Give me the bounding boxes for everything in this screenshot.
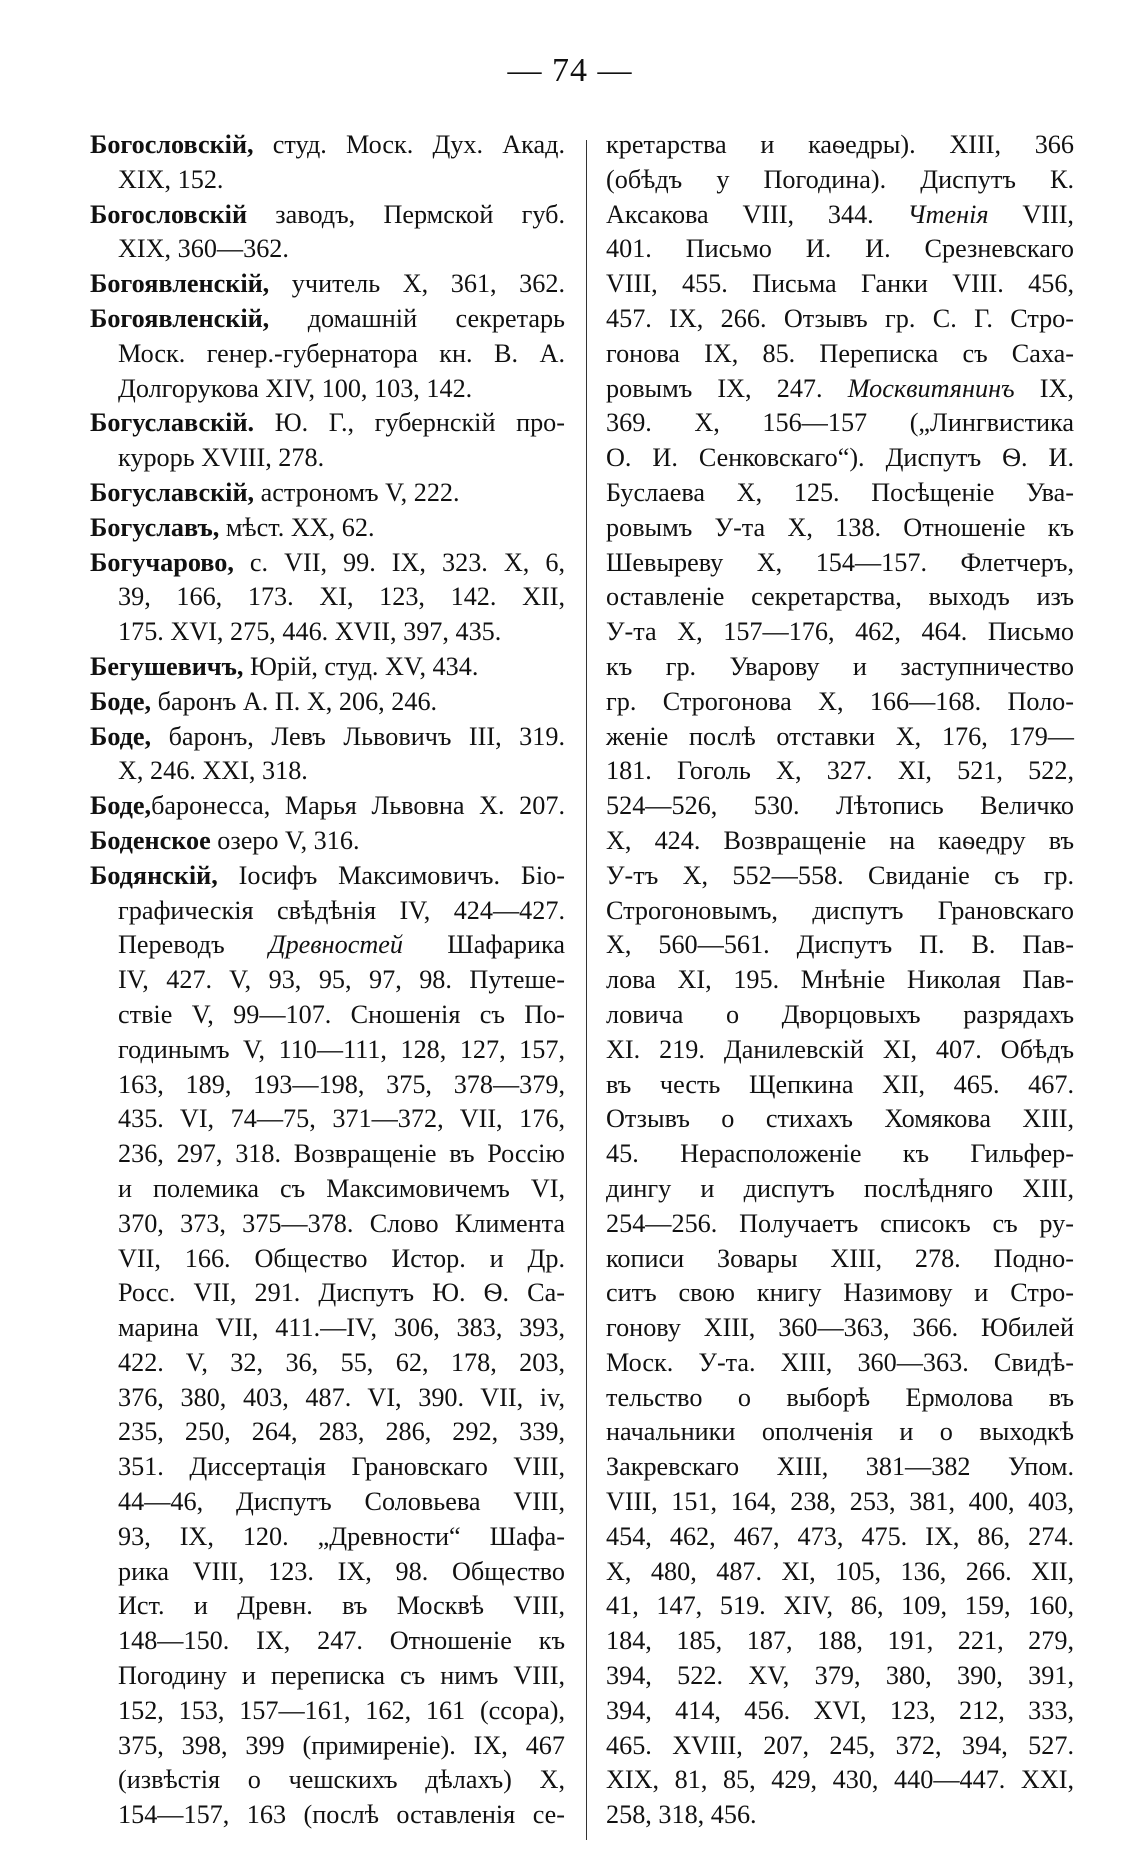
index-line <box>606 546 1074 581</box>
index-line <box>606 580 1074 615</box>
index-text: 184, 185, 187, 188, 191, 221, 279, <box>606 1626 1074 1656</box>
index-text: ровымъ У-та X, 138. Отношеніе къ <box>606 512 1074 542</box>
index-line <box>606 441 1074 476</box>
index-line <box>90 337 565 372</box>
index-text: ровымъ IX, 247. <box>606 373 848 403</box>
index-line <box>606 963 1074 998</box>
index-line <box>90 1102 565 1137</box>
index-text: Юрій, студ. XV, 434. <box>243 651 479 681</box>
index-line <box>606 859 1074 894</box>
index-line <box>90 1207 565 1242</box>
index-text: кописи Зовары XIII, 278. Подно- <box>606 1243 1074 1273</box>
index-line <box>606 163 1074 198</box>
index-line <box>90 406 565 441</box>
index-text: 152, 153, 157—161, 162, 161 (ссора), <box>118 1695 565 1725</box>
index-text: Шафарика <box>403 930 565 960</box>
index-headword: Боденское <box>90 825 211 855</box>
index-line <box>606 789 1074 824</box>
index-text: мѣст. XX, 62. <box>219 512 375 542</box>
index-line <box>90 1415 565 1450</box>
index-text: въ честь Щепкина XII, 465. 467. <box>606 1069 1074 1099</box>
index-line <box>90 1068 565 1103</box>
index-text: и полемика съ Максимовичемъ VI, <box>118 1173 565 1203</box>
index-text: годинымъ V, 110—111, 128, 127, 157, <box>118 1034 565 1064</box>
index-text: оставленіе секретарства, выходъ изъ <box>606 582 1074 612</box>
index-text: Моск. У-та. XIII, 360—363. Свидѣ- <box>606 1347 1074 1377</box>
index-text: 93, IX, 120. „Древности“ Шафа- <box>118 1521 565 1551</box>
index-line <box>606 1137 1074 1172</box>
index-text: марина VII, 411.—IV, 306, 383, 393, <box>118 1313 565 1343</box>
index-line <box>90 1624 565 1659</box>
index-text: 435. VI, 74—75, 371—372, VII, 176, <box>118 1104 565 1134</box>
index-line <box>606 128 1074 163</box>
index-text: 401. Письмо И. И. Срезневскаго <box>606 234 1074 264</box>
index-line <box>90 1381 565 1416</box>
index-text: заводъ, Пермской губ. <box>247 199 565 229</box>
index-text: Моск. генер.-губернатора кн. В. А. <box>118 338 565 368</box>
index-text: озеро V, 316. <box>210 825 360 855</box>
index-line <box>606 615 1074 650</box>
index-line <box>606 1555 1074 1590</box>
index-headword: Боде, <box>90 721 152 751</box>
index-headword: Богуславскій. <box>90 408 255 438</box>
index-text: студ. Моск. Дух. Акад. <box>253 130 565 159</box>
page-number: — 74 — <box>507 52 633 89</box>
index-line <box>90 1172 565 1207</box>
index-line <box>90 1485 565 1520</box>
index-line <box>90 1798 565 1833</box>
index-line <box>606 232 1074 267</box>
index-text: ситъ свою книгу Назимову и Стро- <box>606 1278 1074 1308</box>
index-headword: Богословскій, <box>90 130 254 159</box>
index-text: Переводъ <box>118 930 269 960</box>
index-line <box>90 163 565 198</box>
index-headword: Богучарово, <box>90 547 234 577</box>
index-line <box>90 754 565 789</box>
index-text: XIX, 360—362. <box>118 234 289 264</box>
index-line <box>606 720 1074 755</box>
index-text: 236, 297, 318. Возвращеніе въ Россію <box>118 1139 565 1169</box>
index-text: VIII, 151, 164, 238, 253, 381, 400, 403, <box>606 1487 1074 1517</box>
column-divider <box>586 140 587 1840</box>
index-line <box>606 928 1074 963</box>
italic-title: Древностей <box>268 930 404 960</box>
index-text: 524—526, 530. Лѣтопись Величко <box>606 791 1074 821</box>
index-text: астрономъ V, 222. <box>254 477 460 507</box>
index-line <box>606 685 1074 720</box>
index-text: лова XI, 195. Мнѣніе Николая Пав- <box>606 965 1074 995</box>
index-text: баронесса, Марья Львовна X. 207. <box>151 791 565 821</box>
index-text: ловича о Дворцовыхъ разрядахъ <box>606 999 1074 1029</box>
index-text: гр. Строгонова X, 166—168. Поло- <box>606 686 1074 716</box>
index-text: Буслаева X, 125. Посѣщеніе Ува- <box>606 477 1074 507</box>
index-line <box>90 302 565 337</box>
index-text: 181. Гоголь X, 327. XI, 521, 522, <box>606 756 1074 786</box>
index-line <box>606 1172 1074 1207</box>
index-text: 465. XVIII, 207, 245, 372, 394, 527. <box>606 1730 1074 1760</box>
index-line <box>90 615 565 650</box>
index-text: Строгоновымъ, диспутъ Грановскаго <box>606 895 1074 925</box>
index-line <box>90 928 565 963</box>
index-line <box>90 232 565 267</box>
index-text: ствіе V, 99—107. Сношенія съ По- <box>118 999 565 1029</box>
index-text: 254—256. Получаетъ списокъ съ ру- <box>606 1208 1074 1238</box>
index-text: дингу и диспутъ послѣдняго XIII, <box>606 1173 1074 1203</box>
index-line <box>606 998 1074 1033</box>
index-line <box>90 1729 565 1764</box>
index-line <box>606 754 1074 789</box>
index-text: VIII, 455. Письма Ганки VIII. 456, <box>606 269 1074 299</box>
index-text: Ист. и Древн. въ Москвѣ VIII, <box>118 1591 565 1621</box>
index-text: с. VII, 99. IX, 323. X, 6, <box>233 547 565 577</box>
index-text: XI. 219. Данилевскій XI, 407. Обѣдъ <box>606 1034 1074 1064</box>
index-text: VIII, <box>988 199 1074 229</box>
index-text: 422. V, 32, 36, 55, 62, 178, 203, <box>118 1347 565 1377</box>
index-line <box>90 650 565 685</box>
index-line <box>606 1659 1074 1694</box>
index-text: О. И. Сенковскаго“). Диспутъ Ѳ. И. <box>606 443 1074 473</box>
index-line <box>90 267 565 302</box>
index-line <box>90 1763 565 1798</box>
index-line <box>90 1520 565 1555</box>
index-text: У-тъ X, 552—558. Свиданіе съ гр. <box>606 860 1074 890</box>
index-text: IX, <box>1014 373 1074 403</box>
index-text: 351. Диссертація Грановскаго VIII, <box>118 1452 565 1482</box>
index-line <box>90 128 565 163</box>
index-text: 376, 380, 403, 487. VI, 390. VII, iv, <box>118 1382 565 1412</box>
index-text: 41, 147, 519. XIV, 86, 109, 159, 160, <box>606 1591 1074 1621</box>
index-line <box>90 1242 565 1277</box>
index-text: баронъ, Левъ Львовичъ III, 319. <box>151 721 565 751</box>
index-text: къ гр. Уварову и заступничество <box>606 651 1074 681</box>
index-text: 370, 373, 375—378. Слово Климента <box>118 1208 565 1238</box>
index-text: Отзывъ о стихахъ Хомякова XIII, <box>606 1104 1074 1134</box>
index-text: X, 424. Возвращеніе на каѳедру въ <box>606 825 1074 855</box>
index-text: XIX, 81, 85, 429, 430, 440—447. XXI, <box>606 1765 1074 1795</box>
index-text: 45. Нерасположеніе къ Гильфер- <box>606 1139 1074 1169</box>
index-text: 175. XVI, 275, 446. XVII, 397, 435. <box>118 617 502 647</box>
index-line <box>90 511 565 546</box>
index-text: IV, 427. V, 93, 95, 97, 98. Путеше- <box>118 965 565 995</box>
index-line <box>606 1763 1074 1798</box>
index-text: Росс. VII, 291. Диспутъ Ю. Ѳ. Са- <box>118 1278 565 1308</box>
index-text: 154—157, 163 (послѣ оставленія се- <box>118 1800 565 1830</box>
index-text: 369. X, 156—157 („Лингвистика <box>606 408 1074 438</box>
index-line <box>606 1729 1074 1764</box>
index-text: 148—150. IX, 247. Отношеніе къ <box>118 1626 565 1656</box>
index-line <box>90 1311 565 1346</box>
index-text: женіе послѣ отставки X, 176, 179— <box>606 721 1074 751</box>
index-line <box>90 720 565 755</box>
index-text: курорь XVIII, 278. <box>118 443 325 473</box>
index-line <box>606 1207 1074 1242</box>
index-line <box>606 511 1074 546</box>
index-line <box>90 198 565 233</box>
index-line <box>90 441 565 476</box>
index-line <box>606 1102 1074 1137</box>
index-text: 163, 189, 193—198, 375, 378—379, <box>118 1069 565 1099</box>
index-line <box>606 406 1074 441</box>
index-line <box>90 1276 565 1311</box>
index-line <box>606 1068 1074 1103</box>
index-line <box>606 1381 1074 1416</box>
index-text: Ю. Г., губернскій про- <box>254 408 565 438</box>
index-headword: Бегушевичъ, <box>90 651 244 681</box>
index-headword: Богословскій <box>90 199 248 229</box>
index-line <box>606 1346 1074 1381</box>
italic-title: Чтенія <box>907 199 989 229</box>
index-text: Аксакова VIII, 344. <box>606 199 908 229</box>
index-line <box>606 302 1074 337</box>
index-line <box>606 372 1074 407</box>
index-text: 258, 318, 456. <box>606 1800 757 1830</box>
index-headword: Богуславскій, <box>90 477 255 507</box>
index-text: начальники ополченія и о выходкѣ <box>606 1417 1074 1447</box>
index-line <box>606 1033 1074 1068</box>
index-line <box>90 546 565 581</box>
index-headword: Богоявленскій, <box>90 303 270 333</box>
index-text: Іосифъ Максимовичъ. Біо- <box>217 860 565 890</box>
index-line <box>606 337 1074 372</box>
index-text: рика VIII, 123. IX, 98. Общество <box>118 1556 565 1586</box>
index-line <box>90 1659 565 1694</box>
index-text: учитель X, 361, 362. <box>269 269 565 299</box>
index-text: Закревскаго XIII, 381—382 Упом. <box>606 1452 1074 1482</box>
index-text: 394, 414, 456. XVI, 123, 212, 333, <box>606 1695 1074 1725</box>
index-text: 235, 250, 264, 283, 286, 292, 339, <box>118 1417 565 1447</box>
index-line <box>90 894 565 929</box>
italic-title: Москвитянинъ <box>847 373 1015 403</box>
index-column-right <box>606 128 1074 1828</box>
index-line <box>606 1311 1074 1346</box>
index-line <box>90 1555 565 1590</box>
index-line <box>606 1624 1074 1659</box>
index-text: X, 480, 487. XI, 105, 136, 266. XII, <box>606 1556 1074 1586</box>
index-line <box>90 1694 565 1729</box>
index-column-left <box>90 128 565 1828</box>
index-line <box>606 650 1074 685</box>
index-text: У-та X, 157—176, 462, 464. Письмо <box>606 617 1074 647</box>
index-line <box>606 1276 1074 1311</box>
index-text: гонова IX, 85. Переписка съ Саха- <box>606 338 1074 368</box>
index-text: тельство о выборѣ Ермолова въ <box>606 1382 1074 1412</box>
index-line <box>90 963 565 998</box>
index-line <box>90 1137 565 1172</box>
index-line <box>90 372 565 407</box>
index-line <box>90 1033 565 1068</box>
index-headword: Богоявленскій, <box>90 269 270 299</box>
index-line <box>90 859 565 894</box>
index-headword: Богуславъ, <box>90 512 220 542</box>
index-text: 394, 522. XV, 379, 380, 390, 391, <box>606 1661 1074 1691</box>
index-text: Долгорукова XIV, 100, 103, 142. <box>118 373 473 403</box>
index-line <box>606 894 1074 929</box>
index-line <box>606 198 1074 233</box>
index-text: 457. IX, 266. Отзывъ гр. С. Г. Стро- <box>606 303 1074 333</box>
index-line <box>90 476 565 511</box>
index-line <box>606 1520 1074 1555</box>
index-text: кретарства и каѳедры). XIII, 366 <box>606 130 1074 159</box>
index-text: (извѣстія о чешскихъ дѣлахъ) X, <box>118 1765 565 1795</box>
index-text: 44—46, Диспутъ Соловьева VIII, <box>118 1487 565 1517</box>
index-line <box>90 824 565 859</box>
index-text: домашній секретарь <box>269 303 565 333</box>
index-line <box>90 580 565 615</box>
index-text: VII, 166. Общество Истор. и Др. <box>118 1243 565 1273</box>
index-text: (обѣдъ у Погодина). Диспутъ К. <box>606 164 1074 194</box>
index-line <box>606 824 1074 859</box>
index-text: X, 560—561. Диспутъ П. В. Пав- <box>606 930 1074 960</box>
index-line <box>90 998 565 1033</box>
index-line <box>606 1242 1074 1277</box>
index-headword: Бодянскій, <box>90 860 218 890</box>
index-line <box>606 1694 1074 1729</box>
index-headword: Боде, <box>90 791 152 821</box>
index-line <box>606 1415 1074 1450</box>
index-text: 454, 462, 467, 473, 475. IX, 86, 274. <box>606 1521 1074 1551</box>
index-line <box>90 1589 565 1624</box>
index-text: гонову XIII, 360—363, 366. Юбилей <box>606 1313 1074 1343</box>
index-line <box>90 685 565 720</box>
index-text: X, 246. XXI, 318. <box>118 756 308 786</box>
index-text: 39, 166, 173. XI, 123, 142. XII, <box>118 582 565 612</box>
index-line <box>606 476 1074 511</box>
index-line <box>606 1485 1074 1520</box>
index-line <box>606 1450 1074 1485</box>
index-line <box>606 1798 1074 1833</box>
index-text: Шевыреву X, 154—157. Флетчеръ, <box>606 547 1074 577</box>
index-line <box>90 1450 565 1485</box>
index-text: Погодину и переписка съ нимъ VIII, <box>118 1661 565 1691</box>
index-line <box>90 1346 565 1381</box>
index-text: 375, 398, 399 (примиреніе). IX, 467 <box>118 1730 565 1760</box>
index-headword: Боде, <box>90 686 152 716</box>
index-text: графическія свѣдѣнія IV, 424—427. <box>118 895 565 925</box>
index-text: XIX, 152. <box>118 164 224 194</box>
index-line <box>606 1589 1074 1624</box>
index-line <box>606 267 1074 302</box>
index-line <box>90 789 565 824</box>
index-text: баронъ А. П. X, 206, 246. <box>151 686 438 716</box>
